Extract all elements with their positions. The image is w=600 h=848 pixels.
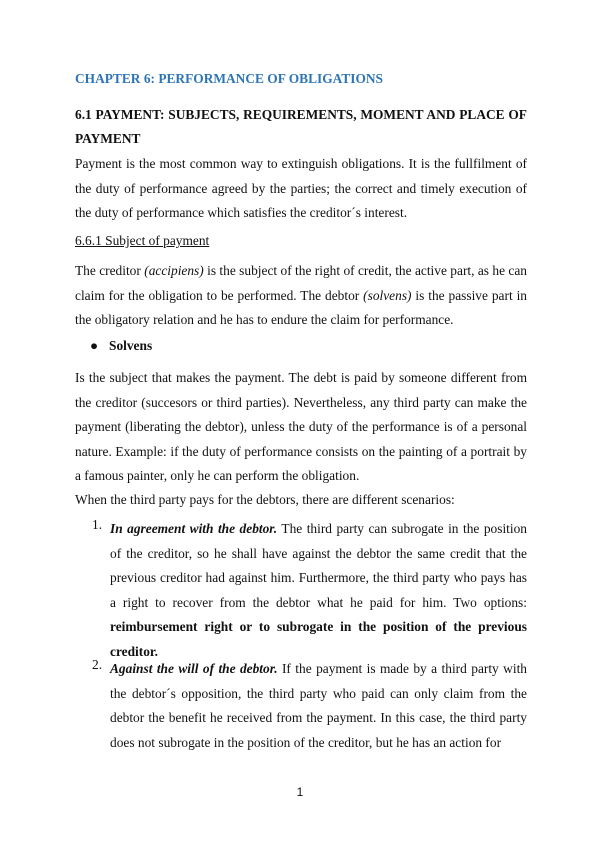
list-number: 1. <box>92 517 103 532</box>
scenarios-intro: When the third party pays for the debtors, there are different scenarios: <box>75 492 455 507</box>
chapter-title: CHAPTER 6: PERFORMANCE OF OBLIGATIONS <box>75 71 383 86</box>
creditor-text-3: is the passive part in the obligatory relation and he has to endure the claim for performance. <box>75 287 527 327</box>
list-number: 2. <box>92 657 103 672</box>
list-item-text: The third party can subrogate in the position of the creditor, so he shall have against the debtor the same credit that the previous creditor had against him. Furthermore, the third party who pays has a right to recover from the debtor what he paid for him. Two options: <box>110 521 527 610</box>
bullet-item-solvens <box>90 338 152 354</box>
list-item-text: If the payment is made by a third party with the debtor´s opposition, the third party who paid can only claim from the debtor the benefit he received from the payment. In this case, the third party does not subrogate in the position of the creditor, but he has an action for <box>110 661 527 750</box>
subsection-title: 6.6.1 Subject of payment <box>75 233 210 248</box>
list-item <box>110 657 527 755</box>
creditor-text-1: The creditor <box>75 263 145 278</box>
accipiens-term: (accipiens) <box>144 263 204 278</box>
list-item-bold-text: reimbursement right or to subrogate in the position of the previous creditor. <box>110 619 527 659</box>
creditor-paragraph <box>75 259 527 333</box>
section-title: 6.1 PAYMENT: SUBJECTS, REQUIREMENTS, MOMENT AND PLACE OF PAYMENT <box>75 107 527 146</box>
list-item-heading: In agreement with the debtor. <box>110 521 278 536</box>
list-item <box>110 517 527 664</box>
creditor-text-2: is the subject of the right of credit, the active part, as he can claim for the obligation to be performed. The debtor <box>75 263 527 303</box>
bullet-label: Solvens <box>109 338 153 353</box>
list-item-heading: Against the will of the debtor. <box>110 661 278 676</box>
solvens-paragraph: Is the subject that makes the payment. The debt is paid by someone different from the creditor (succesors or third parties). Nevertheless, any third party can make the payment (liberating the debtor), unless the duty of the performance is of a personal nature. Example: if the duty of performance consists on the painting of a portrait by a famous painter, only he can perform the obligation. <box>75 370 527 483</box>
bullet-dot-icon: ● <box>90 338 99 353</box>
solvens-term: (solvens) <box>363 287 412 303</box>
intro-paragraph: Payment is the most common way to extinguish obligations. It is the fullfilment of the duty of performance agreed by the parties; the correct and timely execution of the duty of performance which satisfies the creditor´s interest. <box>75 156 527 220</box>
page-number: 1 <box>296 785 304 799</box>
